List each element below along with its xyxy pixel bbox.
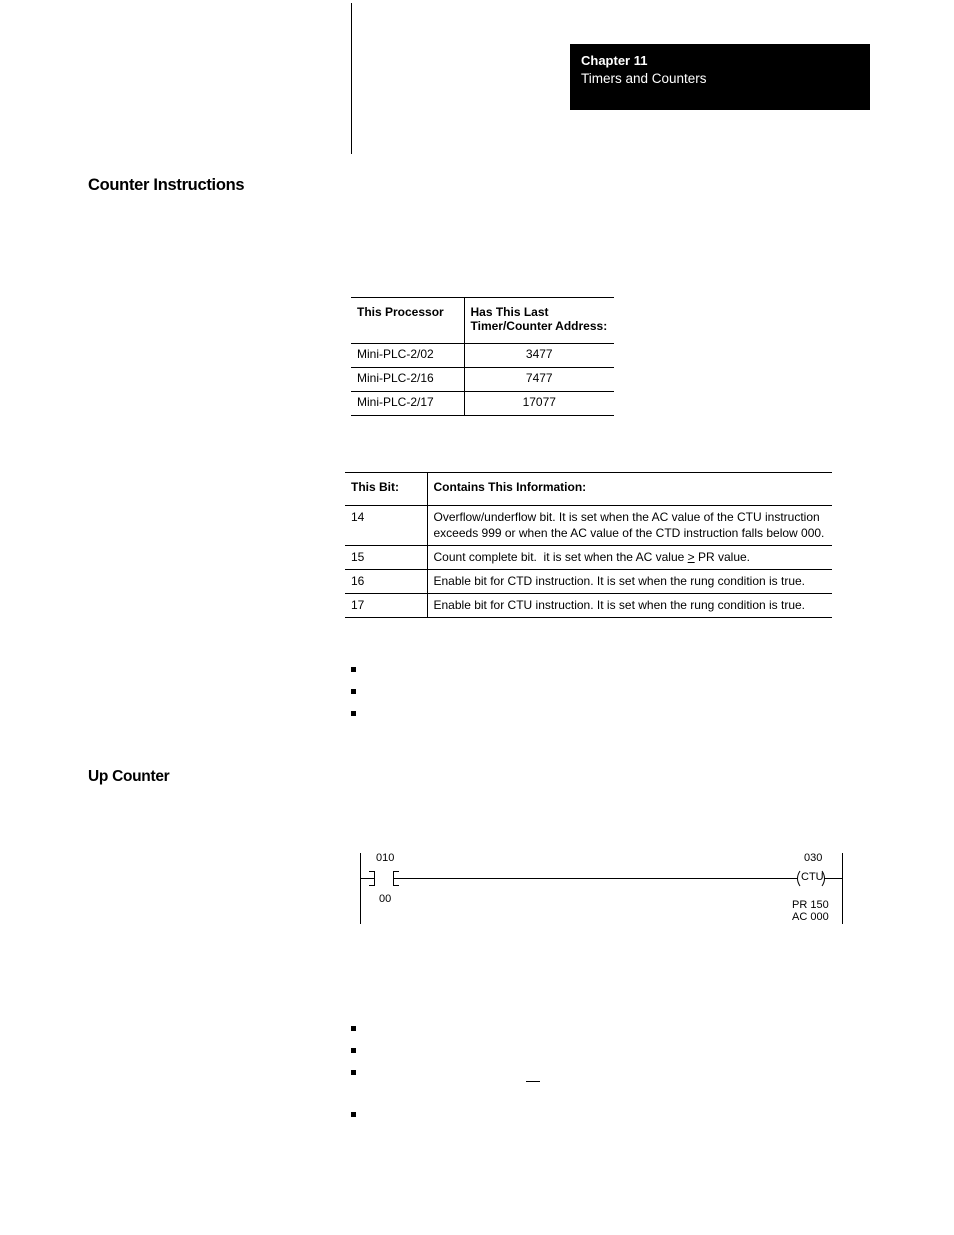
section-heading-up-counter: Up Counter	[88, 768, 170, 785]
processor-cell: Mini-PLC-2/17	[351, 392, 464, 416]
bullet-marker	[351, 689, 356, 694]
table-row	[351, 368, 614, 392]
header-address-line1: Has This Last	[470, 305, 549, 319]
address-table	[351, 297, 614, 416]
info-text-pre: Count complete bit. it is set when the AC value	[433, 550, 688, 564]
info-cell: Enable bit for CTD instruction. It is set when the rung condition is true.	[427, 570, 832, 594]
address-cell: 3477	[464, 344, 614, 368]
ladder-graphics	[355, 850, 850, 930]
chapter-title: Timers and Counters	[581, 71, 707, 86]
section-heading-counter-instructions: Counter Instructions	[88, 176, 245, 194]
info-line1: Overflow/underflow bit. It is set when the AC value of the CTU instruction	[433, 510, 820, 524]
bit-cell: 14	[345, 506, 427, 546]
margin-rule	[351, 3, 352, 154]
table-row	[351, 392, 614, 416]
info-line2: exceeds 999 or when the AC value of the CTD instruction falls below 000.	[433, 526, 825, 540]
table-row	[351, 344, 614, 368]
header-address	[464, 298, 614, 344]
output-address: 030	[804, 852, 823, 864]
table-row	[345, 506, 832, 546]
header-address-line2: Timer/Counter Address:	[470, 319, 608, 333]
processor-cell: Mini-PLC-2/16	[351, 368, 464, 392]
output-left-paren	[798, 871, 801, 886]
bit-table	[345, 472, 832, 618]
address-cell: 17077	[464, 392, 614, 416]
contact-bit: 00	[379, 893, 392, 905]
bit-cell: 17	[345, 594, 427, 618]
address-cell: 7477	[464, 368, 614, 392]
bullet-marker	[351, 1026, 356, 1031]
bullet-marker	[351, 667, 356, 672]
preset-value: PR 150	[792, 899, 829, 911]
table-header-row	[351, 298, 614, 344]
greater-equal-symbol: >	[687, 550, 695, 564]
bullet-marker	[351, 711, 356, 716]
bullet-marker	[351, 1048, 356, 1053]
info-cell: Enable bit for CTU instruction. It is set when the rung condition is true.	[427, 594, 832, 618]
info-cell	[427, 546, 832, 570]
bit-cell: 15	[345, 546, 427, 570]
header-processor: This Processor	[351, 298, 464, 344]
ladder-rung-diagram	[355, 850, 850, 930]
info-text-post: PR value.	[694, 550, 751, 564]
chapter-number: Chapter 11	[581, 53, 648, 68]
info-cell	[427, 506, 832, 546]
table-row	[345, 570, 832, 594]
underline-mark	[526, 1081, 540, 1082]
bullet-marker	[351, 1070, 356, 1075]
processor-cell: Mini-PLC-2/02	[351, 344, 464, 368]
chapter-tab	[570, 44, 870, 110]
header-info: Contains This Information:	[427, 473, 832, 506]
bit-cell: 16	[345, 570, 427, 594]
output-instruction-label: CTU	[801, 871, 824, 883]
table-header-row	[345, 473, 832, 506]
contact-address: 010	[376, 852, 395, 864]
table-row	[345, 546, 832, 570]
accumulated-value: AC 000	[792, 911, 829, 923]
bullet-marker	[351, 1112, 356, 1117]
table-row	[345, 594, 832, 618]
header-bit: This Bit:	[345, 473, 427, 506]
